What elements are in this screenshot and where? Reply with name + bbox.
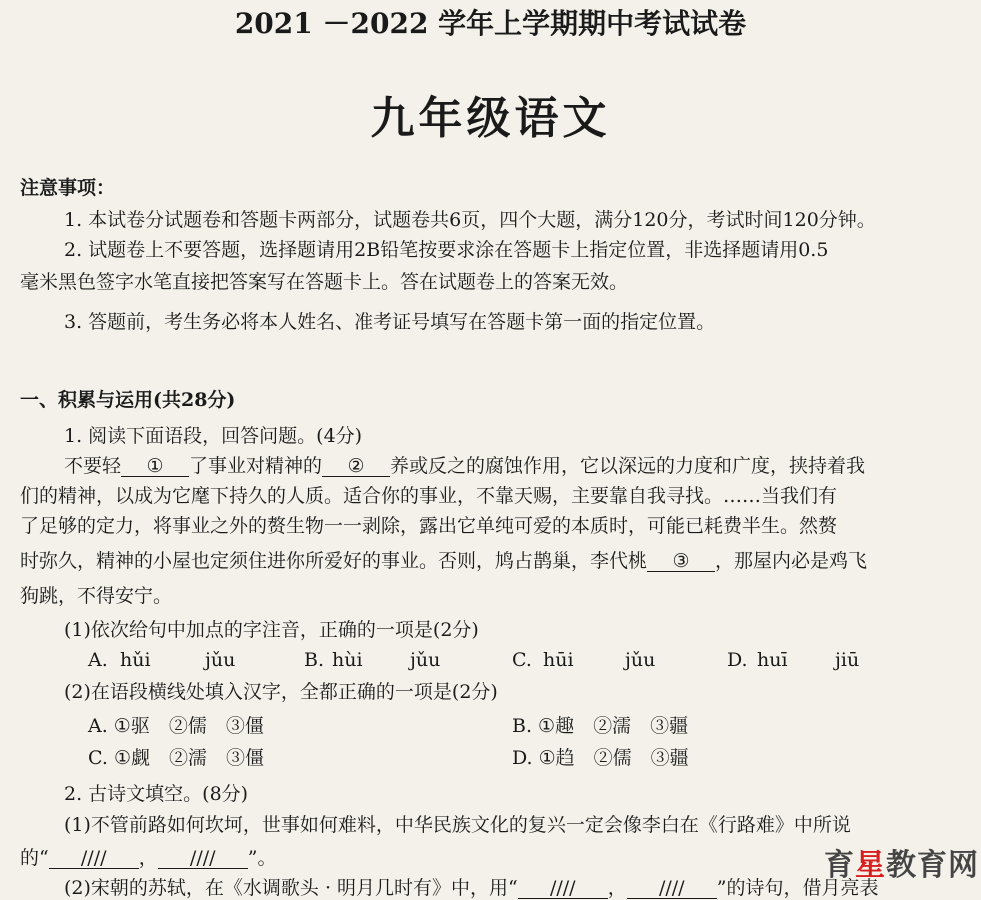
q2-1-line-1: (1)不管前路如何坎坷，世事如何难料，中华民族文化的复兴一定会像李白在《行路难》中所说 xyxy=(64,814,851,836)
notice-item-2: 2. 试题卷上不要答题，选择题请用2B铅笔按要求涂在答题卡上指定位置，非选择题请用0.5 xyxy=(64,239,829,261)
q2-2-line xyxy=(64,876,878,900)
q2-text: ， xyxy=(607,877,627,899)
option-b-pinyin-2: jǔu xyxy=(410,649,441,671)
option-a-pinyin-2: jǔu xyxy=(205,649,236,671)
option-d-pinyin-2: jiū xyxy=(835,649,860,671)
passage-line-2: 们的精神，以成为它麾下持久的人质。适合你的事业，不靠天赐，主要靠自我寻找。……当我们有 xyxy=(20,485,838,507)
option-b-letter: B. xyxy=(304,649,325,671)
option-a-letter: A. xyxy=(88,649,108,671)
q1-2-question: (2)在语段横线处填入汉字，全都正确的一项是(2分) xyxy=(64,681,498,703)
passage-text: 了事业对精神的 xyxy=(189,455,323,477)
passage-text: 养或反之的腐蚀作用，它以深远的力度和广度，挟持着我 xyxy=(390,455,866,477)
passage-text: ，那屋内必是鸡飞 xyxy=(715,550,868,572)
q2-text: ”的诗句，借月亮表 xyxy=(716,877,879,899)
notice-heading: 注意事项： xyxy=(20,177,116,199)
option-a-pinyin-1: hǔi xyxy=(120,649,151,671)
passage-line-3: 了足够的定力，将事业之外的赘生物一一剥除，露出它单纯可爱的本质时，可能已耗费半生。然赘 xyxy=(20,515,838,537)
passage-line-4 xyxy=(20,549,867,573)
q2-text: ”。 xyxy=(247,847,277,869)
notice-item-1: 1. 本试卷分试题卷和答题卡两部分，试题卷共6页，四个大题，满分120分，考试时间120分钟。 xyxy=(64,209,876,231)
passage-line-1 xyxy=(64,454,865,478)
q2-text: ， xyxy=(138,847,158,869)
option-c-letter: C. xyxy=(512,649,532,671)
option-d-letter: D. xyxy=(727,649,748,671)
option-b-pinyin-1: hùi xyxy=(332,649,363,671)
q2-1-line-2 xyxy=(20,846,276,870)
answer-blank: //// xyxy=(49,848,139,869)
q2-text: 的“ xyxy=(20,847,49,869)
watermark-star-text: 星 xyxy=(855,848,886,883)
section1-heading: 一、积累与运用(共28分) xyxy=(20,389,236,411)
answer-blank: //// xyxy=(518,878,608,899)
passage-text: 时弥久，精神的小屋也定须住进你所爱好的事业。否则，鸠占鹊巢，李代桃 xyxy=(20,550,648,572)
q1-title: 1. 阅读下面语段，回答问题。(4分) xyxy=(64,425,363,447)
blank-3: ③ xyxy=(647,551,715,572)
blank-2: ② xyxy=(322,456,390,477)
blank-1: ① xyxy=(121,456,189,477)
option-a: A. ①驱 ②儒 ③僵 xyxy=(88,715,264,737)
q1-1-question: (1)依次给句中加点的字注音，正确的一项是(2分) xyxy=(64,619,479,641)
option-c: C. ①觑 ②濡 ③僵 xyxy=(88,747,264,769)
site-watermark xyxy=(824,840,979,884)
answer-blank: //// xyxy=(627,878,717,899)
watermark-text: 教育网 xyxy=(886,848,979,883)
notice-item-2-cont: 毫米黑色签字水笔直接把答案写在答题卡上。答在试题卷上的答案无效。 xyxy=(20,271,629,293)
passage-text: 不要轻 xyxy=(64,455,122,477)
answer-blank: //// xyxy=(158,848,248,869)
option-b: B. ①趣 ②濡 ③疆 xyxy=(512,715,689,737)
option-c-pinyin-2: jǔu xyxy=(625,649,656,671)
q2-text: (2)宋朝的苏轼，在《水调歌头 · 明月几时有》中，用“ xyxy=(64,877,518,899)
notice-item-3: 3. 答题前，考生务必将本人姓名、准考证号填写在答题卡第一面的指定位置。 xyxy=(64,311,716,333)
option-c-pinyin-1: hūi xyxy=(543,649,574,671)
watermark-text: 育 xyxy=(824,848,855,883)
subject-title: 九年级语文 xyxy=(370,93,611,144)
passage-line-5: 狗跳，不得安宁。 xyxy=(20,585,173,607)
option-d-pinyin-1: huī xyxy=(757,649,788,671)
q2-title: 2. 古诗文填空。(8分) xyxy=(64,783,249,805)
exam-title: 2021 －2022 学年上学期期中考试试卷 xyxy=(234,7,747,40)
option-d: D. ①趋 ②儒 ③疆 xyxy=(512,747,689,769)
